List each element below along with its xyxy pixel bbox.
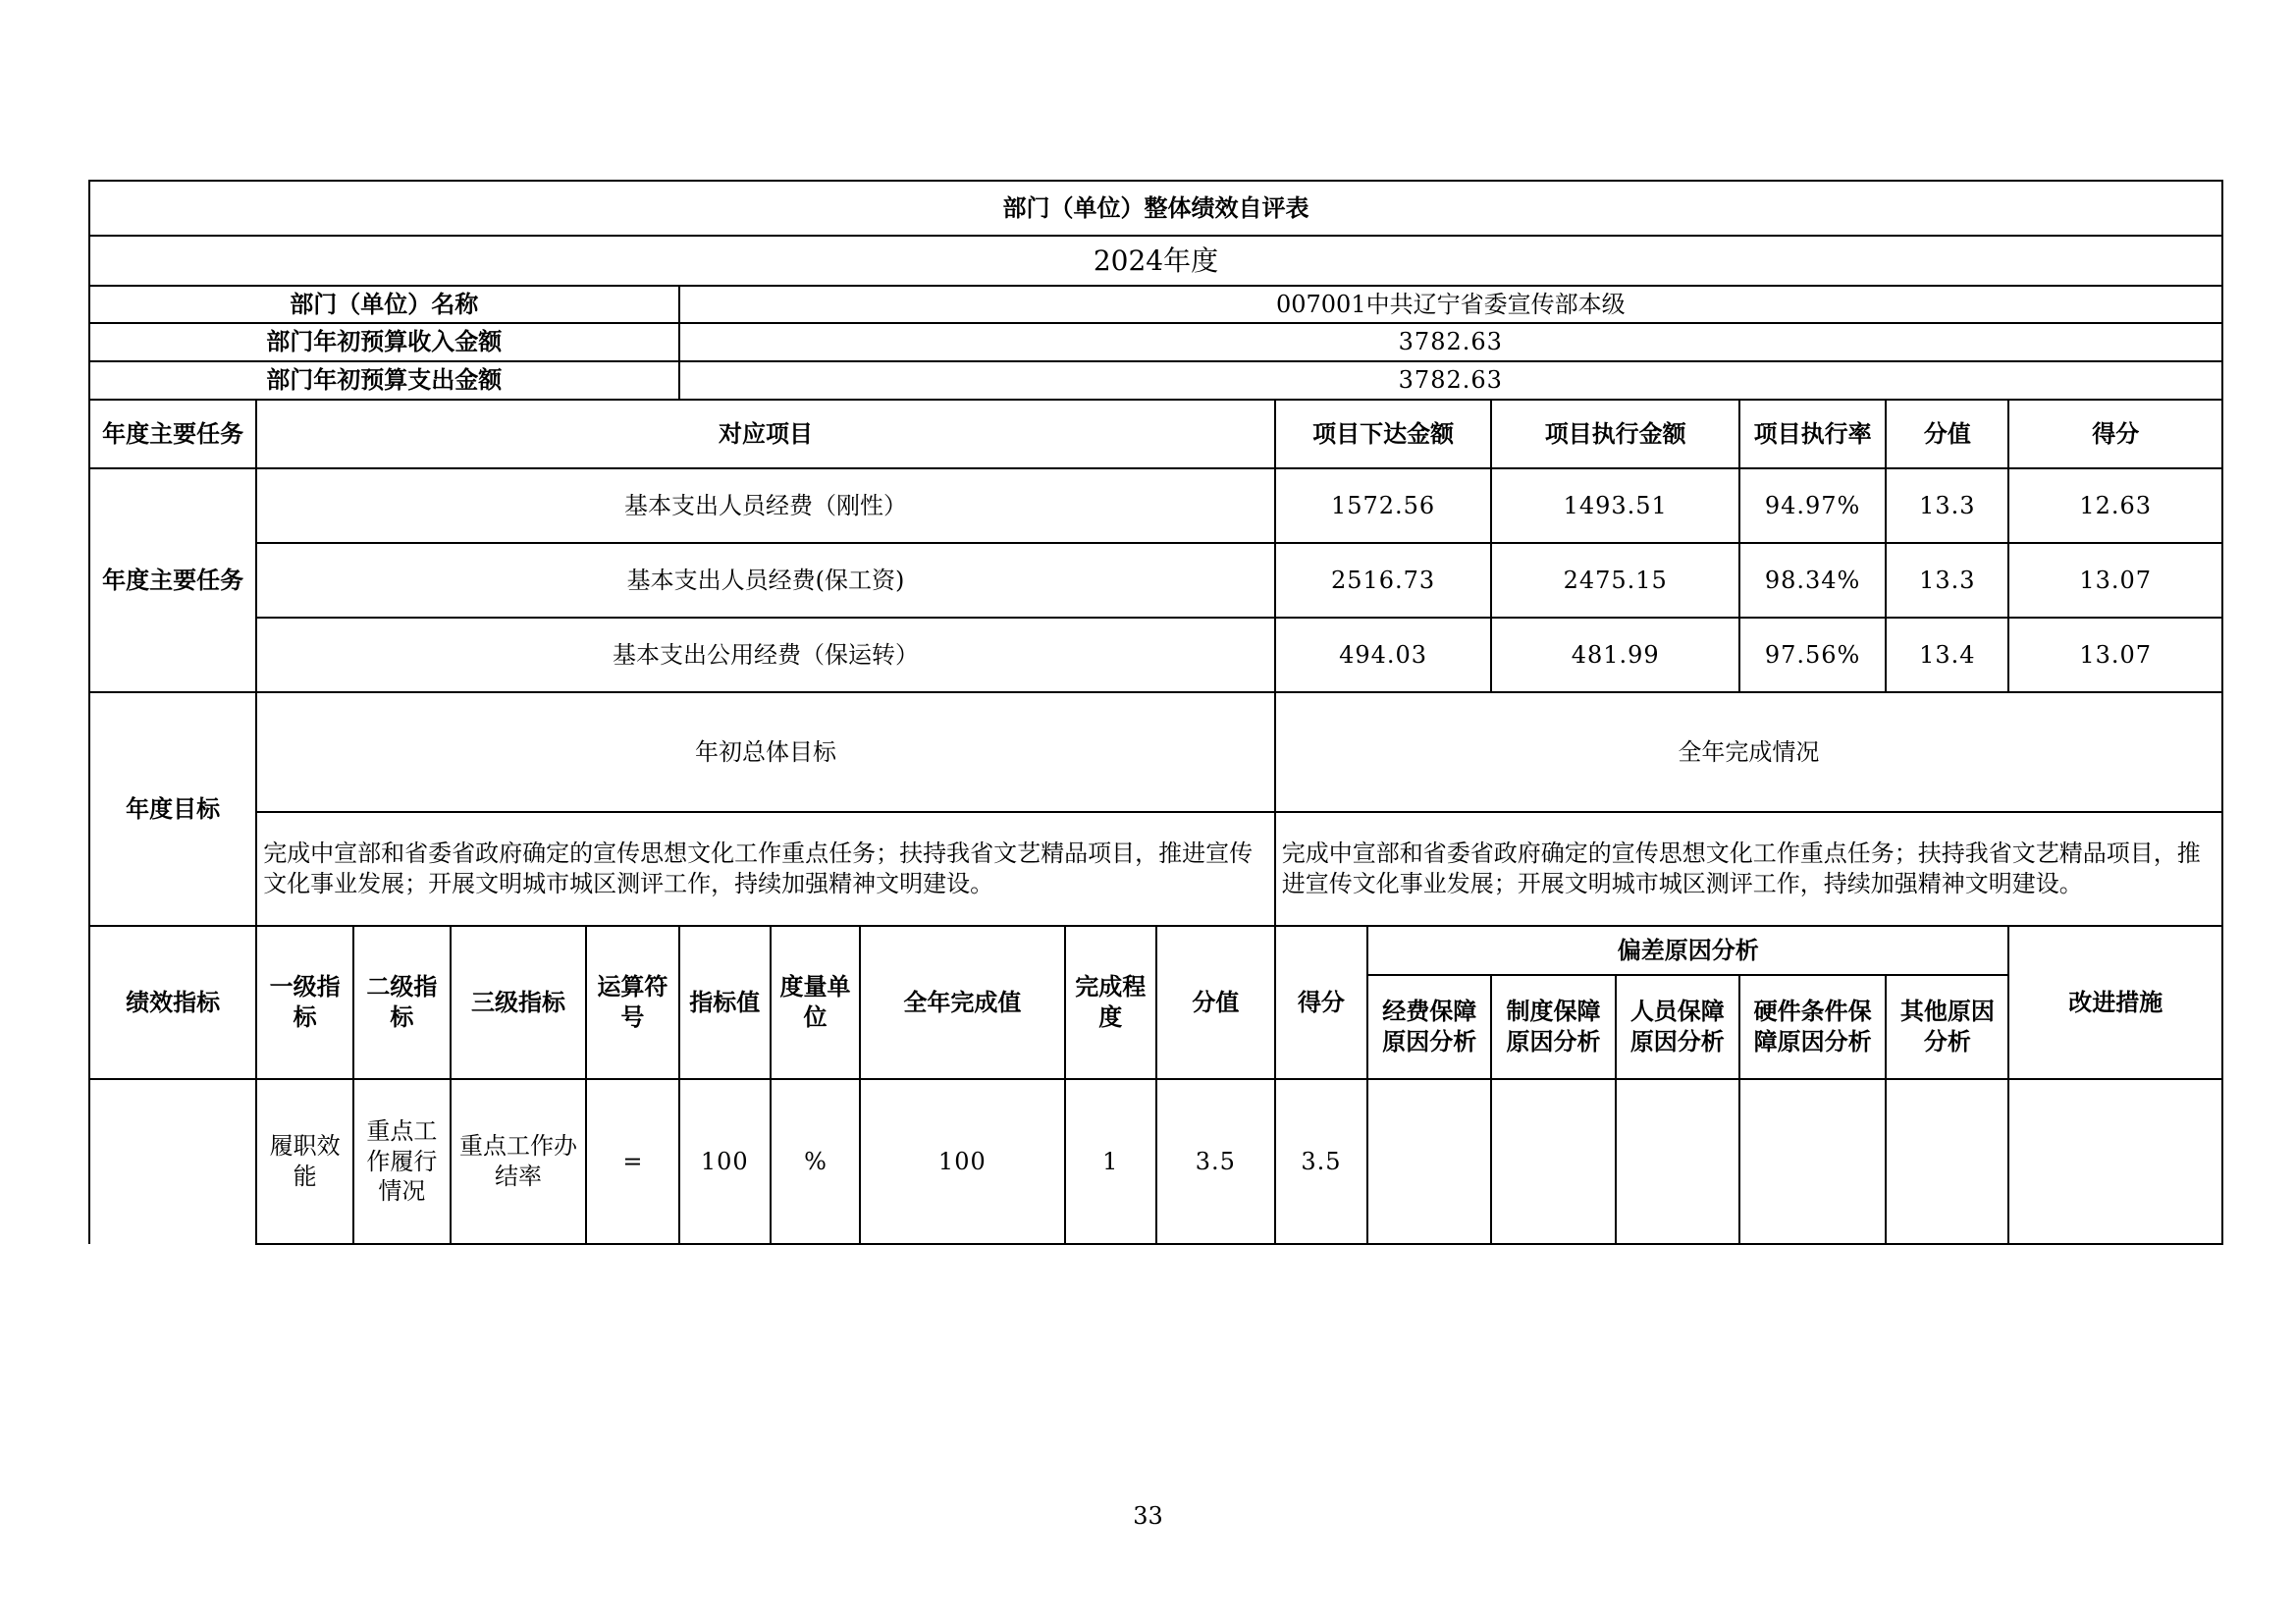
page-number: 33: [1133, 1502, 1163, 1530]
col-target: 指标值: [679, 926, 771, 1079]
col-score: 得分: [1275, 926, 1367, 1079]
indicator-improvement: [2008, 1079, 2222, 1244]
col-level2: 二级指标: [353, 926, 451, 1079]
task-weight: 13.3: [1886, 543, 2008, 618]
goals-completion-header: 全年完成情况: [1275, 692, 2222, 812]
task-issued: 2516.73: [1275, 543, 1492, 618]
col-dev-other: 其他原因分析: [1886, 975, 2008, 1079]
task-item: 基本支出人员经费（刚性）: [256, 468, 1275, 543]
performance-self-evaluation-table: [88, 180, 2223, 1245]
indicator-unit: %: [771, 1079, 860, 1244]
task-score: 13.07: [2008, 618, 2222, 692]
col-dev-hardware: 硬件条件保障原因分析: [1739, 975, 1886, 1079]
tasks-label: 年度主要任务: [89, 468, 256, 692]
col-dev-personnel: 人员保障原因分析: [1616, 975, 1739, 1079]
task-weight: 13.3: [1886, 468, 2008, 543]
indicator-score: 3.5: [1275, 1079, 1367, 1244]
indicator-dev-personnel: [1616, 1079, 1739, 1244]
dept-name-label: 部门（单位）名称: [89, 286, 679, 323]
dept-name-value: 007001中共辽宁省委宣传部本级: [679, 286, 2222, 323]
indicators-label: 绩效指标: [89, 926, 256, 1079]
col-unit: 度量单位: [771, 926, 860, 1079]
tasks-header-weight: 分值: [1886, 400, 2008, 468]
col-weight: 分值: [1156, 926, 1275, 1079]
indicator-level1: 履职效能: [256, 1079, 353, 1244]
col-actual: 全年完成值: [860, 926, 1065, 1079]
task-weight: 13.4: [1886, 618, 2008, 692]
goals-initial-text: 完成中宣部和省委省政府确定的宣传思想文化工作重点任务；扶持我省文艺精品项目，推进宣传文化事业发展；开展文明城市城区测评工作，持续加强精神文明建设。: [256, 812, 1275, 926]
indicators-label-continued: [89, 1079, 256, 1244]
tasks-header-task: 年度主要任务: [89, 400, 256, 468]
budget-expense-label: 部门年初预算支出金额: [89, 361, 679, 400]
indicator-completion: 1: [1065, 1079, 1156, 1244]
indicator-weight: 3.5: [1156, 1079, 1275, 1244]
year-label: 2024年度: [89, 236, 2222, 286]
task-rate: 98.34%: [1739, 543, 1886, 618]
col-completion: 完成程度: [1065, 926, 1156, 1079]
indicator-level2: 重点工作履行情况: [353, 1079, 451, 1244]
table-title: 部门（单位）整体绩效自评表: [89, 181, 2222, 236]
col-dev-funding: 经费保障原因分析: [1367, 975, 1491, 1079]
indicator-dev-system: [1491, 1079, 1615, 1244]
indicator-level3: 重点工作办结率: [451, 1079, 586, 1244]
indicator-target: 100: [679, 1079, 771, 1244]
indicator-actual: 100: [860, 1079, 1065, 1244]
col-dev-system: 制度保障原因分析: [1491, 975, 1615, 1079]
indicator-operator: =: [586, 1079, 678, 1244]
task-issued: 494.03: [1275, 618, 1492, 692]
col-operator: 运算符号: [586, 926, 678, 1079]
tasks-header-score: 得分: [2008, 400, 2222, 468]
tasks-header-rate: 项目执行率: [1739, 400, 1886, 468]
goals-completion-text: 完成中宣部和省委省政府确定的宣传思想文化工作重点任务；扶持我省文艺精品项目，推进宣传文化事业发展；开展文明城市城区测评工作，持续加强精神文明建设。: [1275, 812, 2222, 926]
task-rate: 94.97%: [1739, 468, 1886, 543]
task-item: 基本支出人员经费(保工资): [256, 543, 1275, 618]
budget-income-value: 3782.63: [679, 323, 2222, 361]
col-level3: 三级指标: [451, 926, 586, 1079]
tasks-header-item: 对应项目: [256, 400, 1275, 468]
indicator-dev-funding: [1367, 1079, 1491, 1244]
indicator-dev-hardware: [1739, 1079, 1886, 1244]
col-deviation: 偏差原因分析: [1367, 926, 2008, 975]
budget-income-label: 部门年初预算收入金额: [89, 323, 679, 361]
task-rate: 97.56%: [1739, 618, 1886, 692]
task-score: 13.07: [2008, 543, 2222, 618]
col-level1: 一级指标: [256, 926, 353, 1079]
task-executed: 1493.51: [1491, 468, 1739, 543]
task-score: 12.63: [2008, 468, 2222, 543]
goals-label: 年度目标: [89, 692, 256, 926]
task-executed: 2475.15: [1491, 543, 1739, 618]
indicator-dev-other: [1886, 1079, 2008, 1244]
task-issued: 1572.56: [1275, 468, 1492, 543]
goals-initial-header: 年初总体目标: [256, 692, 1275, 812]
col-improvement: 改进措施: [2008, 926, 2222, 1079]
budget-expense-value: 3782.63: [679, 361, 2222, 400]
tasks-header-issued: 项目下达金额: [1275, 400, 1492, 468]
task-item: 基本支出公用经费（保运转）: [256, 618, 1275, 692]
tasks-header-executed: 项目执行金额: [1491, 400, 1739, 468]
task-executed: 481.99: [1491, 618, 1739, 692]
